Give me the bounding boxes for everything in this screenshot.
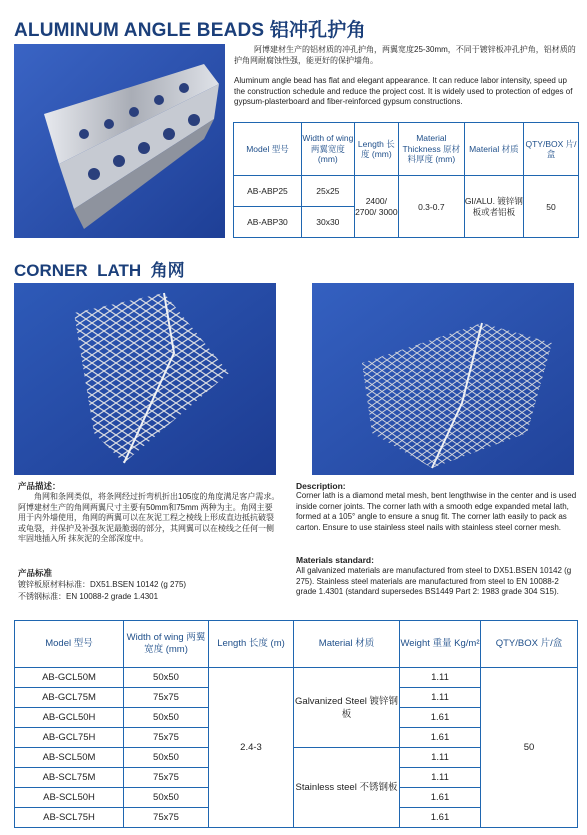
table-cell-weight: 1.61: [400, 728, 481, 748]
col-header-model: Model 型号: [15, 621, 124, 668]
col-header-qty: QTY/BOX 片/盒: [524, 123, 579, 176]
table-cell-model: AB-SCL75H: [15, 808, 124, 828]
table-cell-width: 75x75: [124, 728, 209, 748]
table-cell-model: AB-SCL75M: [15, 768, 124, 788]
corner-lath-photo-left: [14, 283, 276, 475]
angle-bead-description-en: Aluminum angle bead has flat and elegant appearance. It can reduce labor intensity, speed up the construction schedule and reduce the project cost. It is widely used to protection of edges of gypsum-plasterboard and fiber-reinforced gypsum constructions.: [234, 76, 573, 106]
col-header-qty: QTY/BOX 片/盒: [481, 621, 578, 668]
col-header-model: Model 型号: [234, 123, 302, 176]
table-cell-model: AB-SCL50H: [15, 788, 124, 808]
table-cell-material: GI/ALU. 镀锌钢板或者铝板: [464, 176, 523, 238]
col-header-length: Length 长度 (mm): [354, 123, 398, 176]
table-cell-width: 50x50: [124, 788, 209, 808]
cn-standard-2: 不锈钢标准：EN 10088-2 grade 1.4301: [18, 592, 159, 601]
cn-standard-heading: 产品标准: [18, 568, 53, 578]
table-cell-model: AB-SCL50M: [15, 748, 124, 768]
table-cell-weight: 1.11: [400, 688, 481, 708]
table-cell-width: 30x30: [301, 207, 354, 238]
table-cell-width: 75x75: [124, 808, 209, 828]
table-cell-thickness: 0.3-0.7: [398, 176, 464, 238]
table-cell-model: AB-GCL50H: [15, 708, 124, 728]
col-header-material: Material 材质: [464, 123, 523, 176]
table-cell-width: 75x75: [124, 768, 209, 788]
table-cell-material-galvanized: Galvanized Steel 镀锌钢板: [294, 668, 400, 748]
table-cell-weight: 1.61: [400, 788, 481, 808]
table-cell-width: 50x50: [124, 748, 209, 768]
table-cell-qty: 50: [481, 668, 578, 828]
table-cell-weight: 1.11: [400, 768, 481, 788]
table-cell-model: AB-ABP30: [234, 207, 302, 238]
table-cell-model: AB-GCL75M: [15, 688, 124, 708]
en-standard: All galvanized materials are manufactured from steel to DX51.BSEN 10142 (g 275). Stainless steel materials are manufactured from steel to EN 10088-2 grade 1.4301 (standard supersedes BS1449 Part 2: 1983 grade 304 S15).: [296, 566, 572, 596]
corner-lath-photo-right: [312, 283, 574, 475]
table-cell-model: AB-GCL75H: [15, 728, 124, 748]
col-header-width: Width of wing 两翼宽度 (mm): [301, 123, 354, 176]
angle-bead-description-cn: 阿博建材生产的铝材质的冲孔护角，两翼宽度25-30mm，不同于镀锌板冲孔护角，铝材质的护角网耐腐蚀性强，能更好的保护墙角。: [234, 45, 576, 65]
table-cell-width: 75x75: [124, 688, 209, 708]
table-cell-model: AB-GCL50M: [15, 668, 124, 688]
table-cell-weight: 1.61: [400, 708, 481, 728]
col-header-material: Material 材质: [294, 621, 400, 668]
table-cell-length: 2.4-3: [209, 668, 294, 828]
cn-description-heading: 产品描述：: [18, 481, 61, 491]
col-header-width: Width of wing 两翼宽度 (mm): [124, 621, 209, 668]
table-cell-weight: 1.11: [400, 748, 481, 768]
col-header-length: Length 长度 (m): [209, 621, 294, 668]
corner-lath-spec-table: [14, 620, 578, 828]
table-cell-width: 50x50: [124, 668, 209, 688]
en-description-heading: Description:: [296, 481, 346, 491]
en-standard-heading: Materials standard:: [296, 555, 374, 565]
table-cell-length: 2400/ 2700/ 3000: [354, 176, 398, 238]
table-cell-width: 25x25: [301, 176, 354, 207]
section-title-corner-lath: CORNER LATH 角网: [14, 261, 185, 280]
en-description: Corner lath is a diamond metal mesh, bent lengthwise in the center and is used inside corner joints. The corner lath with a smooth edge expanded metal lath, formed at a 105° angle to ensure a snug fit. The corner lath easily to pack as carton. Ensure to use stainless steel nails with stainless steel corner mesh.: [296, 491, 577, 532]
table-cell-material-stainless: Stainless steel 不锈钢板: [294, 748, 400, 828]
table-cell-model: AB-ABP25: [234, 176, 302, 207]
cn-standard-1: 镀锌板原材料标准：DX51.BSEN 10142 (g 275): [18, 580, 187, 589]
table-cell-weight: 1.11: [400, 668, 481, 688]
col-header-thickness: Material Thickness 原材料厚度 (mm): [398, 123, 464, 176]
table-cell-weight: 1.61: [400, 808, 481, 828]
angle-bead-spec-table: [233, 122, 579, 238]
col-header-weight: Weight 重量 Kg/m²: [400, 621, 481, 668]
section-title-angle-beads: ALUMINUM ANGLE BEADS 铝冲孔护角: [14, 20, 366, 41]
table-cell-width: 50x50: [124, 708, 209, 728]
table-cell-qty: 50: [524, 176, 579, 238]
angle-bead-photo: [14, 44, 225, 238]
cn-description: 角网和条网类似，将条网经过折弯机折出105度的角度满足客户需求。阿博建材生产的角网两翼尺寸主要有50mm和75mm 两种为主。角网主要用于内外墙使用，角网的两翼可以在灰泥工程之棱线上形成直边抵抗破裂或龟裂，并保护及补强灰泥最脆弱的部分，其网翼可以在棱线之任何一侧牢固地插入所 抹灰泥的全部深度中。: [18, 492, 280, 544]
